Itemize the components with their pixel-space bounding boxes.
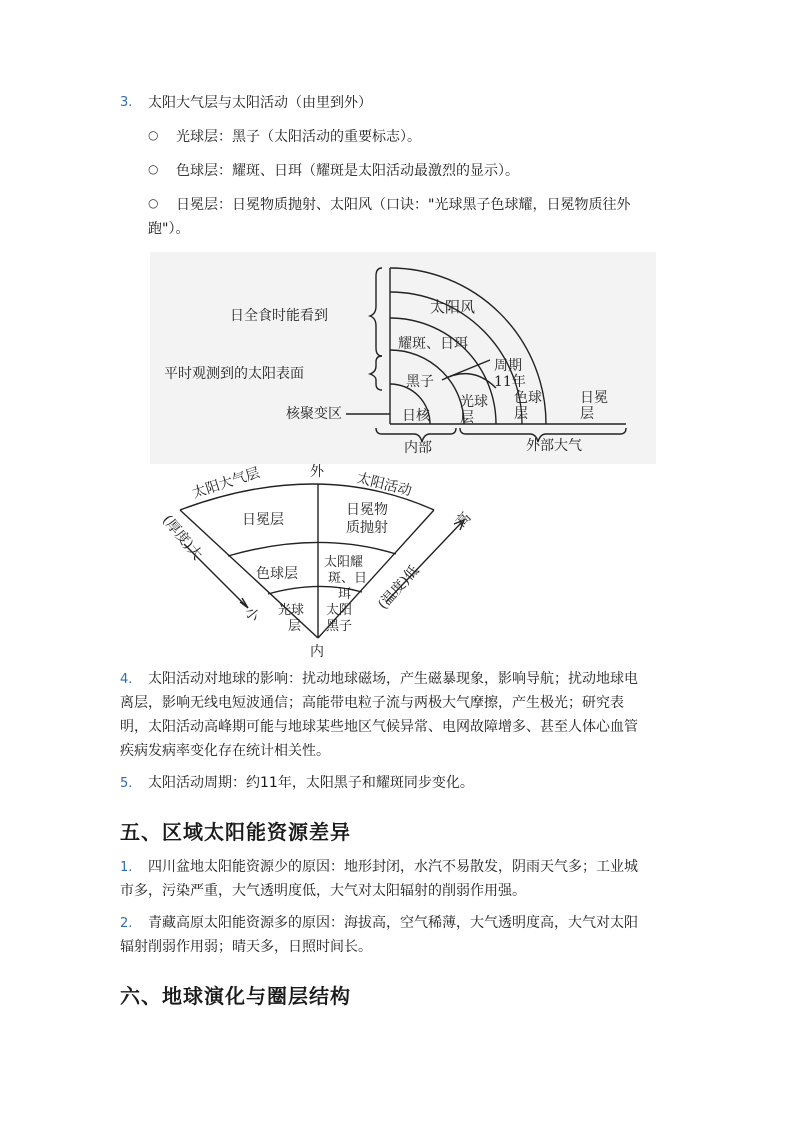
bullet-text-continued: 跑"）。 xyxy=(148,221,190,237)
label-observed-surface: 平时观测到的太阳表面 xyxy=(164,366,304,382)
paragraph-line: 太阳活动周期：约11年，太阳黑子和耀斑同步变化。 xyxy=(148,775,474,791)
section-title: 太阳大气层与太阳活动（由里到外） xyxy=(148,95,372,111)
label-period: 周期 xyxy=(494,358,522,374)
bullet-text: 光球层：黑子（太阳活动的重要标志）。 xyxy=(176,129,421,145)
label-corona-1: 日冕 xyxy=(580,390,608,406)
paragraph-line: 辐射削弱作用弱；晴天多，日照时间长。 xyxy=(120,939,372,955)
paragraph-line: 青藏高原太阳能资源多的原因：海拔高，空气稀薄，大气透明度高，大气对太阳 xyxy=(148,915,638,931)
label-sunspot-activity-2: 黑子 xyxy=(326,619,353,634)
bullet-icon: ○ xyxy=(148,196,159,210)
bullet-text: 日冕层：日冕物质抛射、太阳风（口诀："光球黑子色球耀，日冕物质往外 xyxy=(176,197,631,213)
section-heading: 五、区域太阳能资源差异 xyxy=(120,820,351,844)
label-solar-activity: 太阳活动 xyxy=(355,470,414,500)
label-corona-2: 层 xyxy=(580,406,594,422)
label-photosphere-2: 层 xyxy=(460,410,474,426)
label-inner: 内 xyxy=(310,644,324,660)
bullet-icon: ○ xyxy=(148,128,159,142)
label-flare-1: 太阳耀 xyxy=(324,555,364,570)
list-number: 2. xyxy=(120,916,133,931)
paragraph-line: 太阳活动对地球的影响：扰动地球磁场，产生磁暴现象，影响导航；扰动地球电 xyxy=(148,671,638,687)
paragraph-line: 四川盆地太阳能资源少的原因：地形封闭，水汽不易散发，阴雨天气多；工业城 xyxy=(148,859,638,875)
label-flare-2: 斑、日 xyxy=(328,571,368,586)
label-core: 日核 xyxy=(402,408,430,424)
label-fusion-zone: 核聚变区 xyxy=(286,406,342,422)
atmosphere-activity-fan-diagram xyxy=(150,462,496,662)
paragraph-line: 明，太阳活动高峰期可能与地球某些地区气候异常、电网故障增多、甚至人体心血管 xyxy=(120,719,638,735)
label-outer-atmosphere: 外部大气 xyxy=(526,438,582,454)
section-heading: 六、地球演化与圈层结构 xyxy=(120,984,351,1008)
label-sunspot-activity-1: 太阳 xyxy=(326,603,353,618)
bullet-icon: ○ xyxy=(148,162,159,176)
label-temperature-low: (温度)低 xyxy=(375,562,423,613)
label-flare-3: 珥 xyxy=(338,587,352,602)
label-interior: 内部 xyxy=(404,440,432,456)
label-cme-1: 日冕物 xyxy=(346,502,388,518)
label-chromosphere-layer: 色球层 xyxy=(256,566,298,582)
label-cme-2: 质抛射 xyxy=(346,520,388,536)
list-number: 4. xyxy=(120,672,133,687)
label-photosphere-1: 光球 xyxy=(460,394,488,410)
label-small: 小 xyxy=(240,604,263,626)
paragraph-line: 市多，污染严重，大气透明度低，大气对太阳辐射的削弱作用强。 xyxy=(120,883,526,899)
label-eleven-years: 11年 xyxy=(494,374,526,390)
label-photosphere-layer-1: 光球 xyxy=(278,603,305,618)
list-number: 3. xyxy=(120,95,133,110)
paragraph-line: 疾病发病率变化存在统计相关性。 xyxy=(120,743,330,759)
label-thickness-large: (厚度)大 xyxy=(158,512,206,564)
label-outer: 外 xyxy=(310,464,324,480)
label-flare-prominence: 耀斑、日珥 xyxy=(398,336,468,352)
label-atmosphere-layers: 太阳大气层 xyxy=(190,464,262,502)
paragraph-line: 离层，影响无线电短波通信；高能带电粒子流与两极大气摩擦，产生极光；研究表 xyxy=(120,695,624,711)
label-chromosphere-2: 层 xyxy=(514,406,528,422)
label-solar-wind: 太阳风 xyxy=(430,298,476,316)
list-number: 5. xyxy=(120,776,133,791)
list-number: 1. xyxy=(120,860,133,875)
solar-structure-diagram xyxy=(150,252,656,464)
label-sunspot: 黑子 xyxy=(406,374,434,390)
label-photosphere-layer-2: 层 xyxy=(288,619,302,634)
label-chromosphere-1: 色球 xyxy=(514,390,542,406)
label-high: 高 xyxy=(453,509,475,531)
bullet-text: 色球层：耀斑、日珥（耀斑是太阳活动最激烈的显示）。 xyxy=(176,163,519,179)
label-eclipse-visible: 日全食时能看到 xyxy=(230,308,328,324)
label-corona-layer: 日冕层 xyxy=(242,512,284,528)
